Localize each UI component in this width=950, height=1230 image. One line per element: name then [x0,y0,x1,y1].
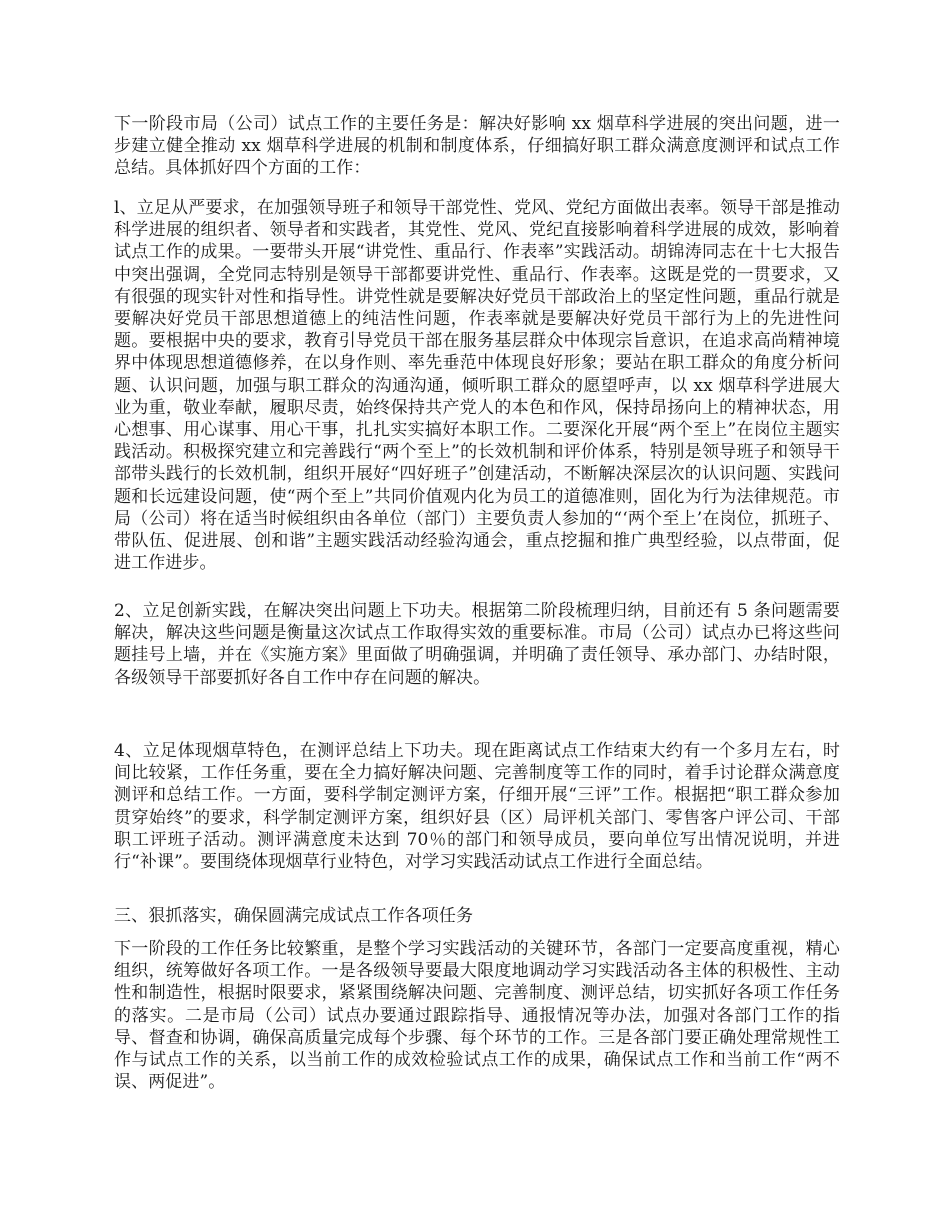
section-2-paragraph: 2、立足创新实践，在解决突出问题上下功夫。根据第二阶段梳理归纳，目前还有 5 条问题需要解决，解决这些问题是衡量这次试点工作取得实效的重要标准。市局（公司）试点办已将这些问题挂号上墙，并在《实施方案》里面做了明确强调，并明确了责任领导、承办部门、办结时限，各级领导干部要抓好各自工作中存在问题的解决。 [114,601,840,688]
closing-paragraph: 下一阶段的工作任务比较繁重，是整个学习实践活动的关键环节，各部门一定要高度重视，精心组织，统筹做好各项工作。一是各级领导要最大限度地调动学习实践活动各主体的积极性、主动性和制造性，根据时限要求，紧紧围绕解决问题、完善制度、测评总结，切实抓好各项工作任务的落实。二是市局（公司）试点办要通过跟踪指导、通报情况等办法，加强对各部门工作的指导、督查和协调，确保高质量完成每个步骤、每个环节的工作。三是各部门要正确处理常规性工作与试点工作的关系，以当前工作的成效检验试点工作的成果，确保试点工作和当前工作“两不误、两促进”。 [114,939,840,1093]
section-1-paragraph: l、立足从严要求，在加强领导班子和领导干部党性、党风、党纪方面做出表率。领导干部是推动科学进展的组织者、领导者和实践者，其党性、党风、党纪直接影响着科学进展的成效，影响着试点工作的成果。一要带头开展“讲党性、重品行、作表率”实践活动。胡锦涛同志在十七大报告中突出强调，全党同志特别是领导干部都要讲党性、重品行、作表率。这既是党的一贯要求，又有很强的现实针对性和指导性。讲党性就是要解决好党员干部政治上的坚定性问题，重品行就是要解决好党员干部思想道德上的纯洁性问题，作表率就是要解决好党员干部行为上的先进性问题。要根据中央的要求，教育引导党员干部在服务基层群众中体现宗旨意识，在追求高尚精神境界中体现思想道德修养，在以身作则、率先垂范中体现良好形象；要站在职工群众的角度分析问题、认识问题，加强与职工群众的沟通沟通，倾听职工群众的愿望呼声，以 xx 烟草科学进展大业为重，敬业奉献，履职尽责，始终保持共产党人的本色和作风，保持昂扬向上的精神状态，用心想事、用心谋事、用心干事，扎扎实实搞好本职工作。二要深化开展“两个至上”在岗位主题实践活动。积极探究建立和完善践行“两个至上”的长效机制和评价体系，特别是领导班子和领导干部带头践行的长效机制，组织开展好“四好班子”创建活动，不断解决深层次的认识问题、实践问题和长远建设问题，使“两个至上”共同价值观内化为员工的道德准则，固化为行为法律规范。市局（公司）将在适当时候组织由各单位（部门）主要负责人参加的“‘两个至上’在岗位，抓班子、带队伍、促进展、创和谐”主题实践活动经验沟通会，重点挖掘和推广典型经验，以点带面，促进工作进步。 [114,198,840,574]
heading-part-3: 三、狠抓落实，确保圆满完成试点工作各项任务 [114,906,474,926]
section-4-paragraph: 4、立足体现烟草特色，在测评总结上下功夫。现在距离试点工作结束大约有一个多月左右，时间比较紧，工作任务重，要在全力搞好解决问题、完善制度等工作的同时，着手讨论群众满意度测评和总结工作。一方面，要科学制定测评方案，仔细开展“三评”工作。根据把“职工群众参加贯穿始终”的要求，科学制定测评方案，组织好县（区）局评机关部门、零售客户评公司、干部职工评班子活动。测评满意度未达到 70％的部门和领导成员，要向单位写出情况说明，并进行“补课”。要围绕体现烟草行业特色，对学习实践活动试点工作进行全面总结。 [114,741,840,873]
intro-paragraph: 下一阶段市局（公司）试点工作的主要任务是：解决好影响 xx 烟草科学进展的突出问题，进一步建立健全推动 xx 烟草科学进展的机制和制度体系，仔细搞好职工群众满意度测评和试点工作总结。具体抓好四个方面的工作： [114,114,840,179]
